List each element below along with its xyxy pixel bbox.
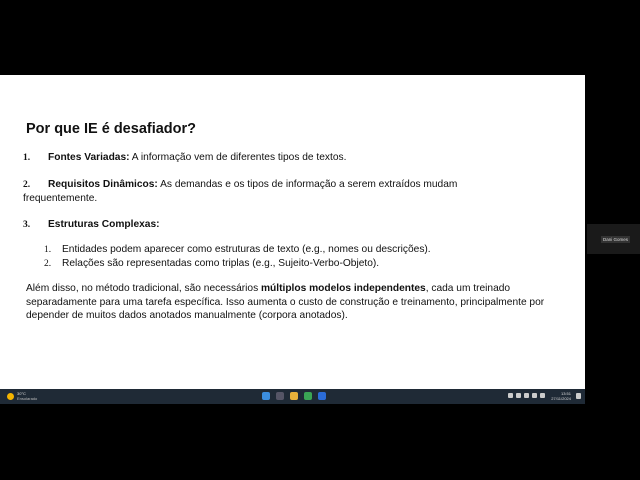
sun-icon[interactable] xyxy=(7,393,14,400)
notification-icon[interactable] xyxy=(576,393,581,399)
list-item-1 xyxy=(23,151,563,165)
weather-temperature: 30°C xyxy=(17,391,26,396)
chrome-icon[interactable] xyxy=(290,392,298,400)
list-item-heading: Fontes Variadas: xyxy=(48,152,130,163)
list-number: 3. xyxy=(23,220,31,230)
volume-icon[interactable] xyxy=(532,393,537,398)
presentation-slide xyxy=(0,75,585,389)
chevron-up-icon[interactable] xyxy=(508,393,513,398)
paragraph-emphasis: múltiplos modelos independentes xyxy=(261,283,426,294)
taskbar xyxy=(0,389,585,404)
weather-description: Ensolarado xyxy=(17,396,38,401)
start-icon[interactable] xyxy=(262,392,270,400)
clock-time[interactable]: 13:51 xyxy=(560,391,571,396)
sublist-item-2 xyxy=(44,257,379,271)
sublist-number: 2. xyxy=(44,259,52,269)
list-item-3 xyxy=(23,218,563,232)
paragraph-text: Além disso, no método tradicional, são necessários xyxy=(26,283,261,294)
app-icon[interactable] xyxy=(304,392,312,400)
list-number: 1. xyxy=(23,153,31,163)
slide-paragraph xyxy=(26,282,571,323)
participant-name: Dani Gomes xyxy=(603,237,629,242)
paragraph-text-end: , cada um treinado separadamente para uma tarefa específica. Isso aumenta o custo de construção e treinamento, principalmente por depender de muitos dados anotados manualmente (corpora anotados). xyxy=(26,283,545,321)
sublist-item-1 xyxy=(44,243,431,257)
meet-icon[interactable] xyxy=(318,392,326,400)
sublist-number: 1. xyxy=(44,245,52,255)
clock-date[interactable]: 27/11/2024 xyxy=(551,396,571,401)
list-number: 2. xyxy=(23,180,31,190)
list-item-heading: Estruturas Complexas: xyxy=(48,219,160,230)
list-item-text-continued: frequentemente. xyxy=(23,193,98,204)
participant-tile[interactable] xyxy=(587,224,640,254)
sublist-text: Entidades podem aparecer como estruturas de texto (e.g., nomes ou descrições). xyxy=(62,244,431,255)
list-item-2 xyxy=(23,178,563,205)
list-item-text: As demandas e os tipos de informação a serem extraídos mudam xyxy=(157,179,458,190)
list-item-text: A informação vem de diferentes tipos de textos. xyxy=(129,152,347,163)
battery-icon[interactable] xyxy=(540,393,545,398)
list-item-heading: Requisitos Dinâmicos: xyxy=(48,179,158,190)
sublist-text: Relações são representadas como triplas (e.g., Sujeito-Verbo-Objeto). xyxy=(62,258,380,269)
cloud-icon[interactable] xyxy=(516,393,521,398)
wifi-icon[interactable] xyxy=(524,393,529,398)
slide-title: Por que IE é desafiador? xyxy=(26,121,197,137)
search-icon[interactable] xyxy=(276,392,284,400)
